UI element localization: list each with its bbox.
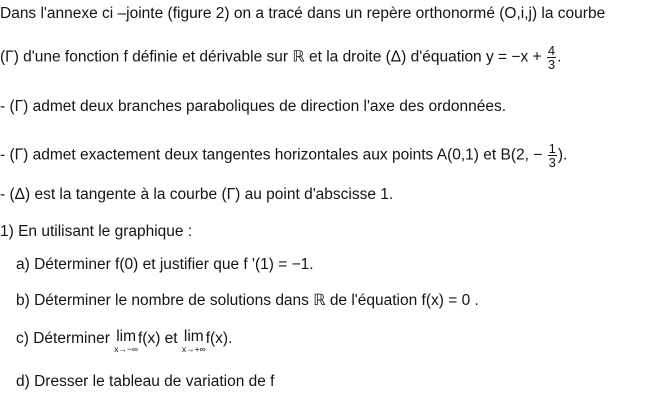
- fact-1-text: - (Γ) admet deux branches paraboliques de direction l'axe des ordonnées.: [0, 98, 507, 115]
- lim-word: lim: [116, 328, 136, 345]
- fact-3: [0, 185, 393, 205]
- question-c-mid: et: [160, 330, 182, 347]
- fraction-numerator: 4: [547, 43, 556, 58]
- fact-2-end: ).: [557, 146, 568, 164]
- question-b-text: b) Déterminer le nombre de solutions dans ℝ de l'équation f(x) = 0 .: [16, 292, 479, 309]
- question-c: [16, 329, 232, 354]
- limit-expr-2: f(x): [205, 330, 229, 347]
- limit-plus-infinity: [182, 329, 206, 354]
- limit-expr-1: f(x): [137, 330, 161, 347]
- fraction-1-3: [548, 142, 557, 169]
- limit-minus-infinity: [114, 329, 138, 354]
- question-title-text: 1) En utilisant le graphique :: [0, 223, 193, 240]
- fact-1: [0, 97, 506, 117]
- lim-subscript: x→+∞: [181, 344, 206, 354]
- fraction-4-3: [547, 44, 556, 71]
- question-c-text: c) Déterminer: [16, 330, 110, 347]
- fact-2: [0, 142, 567, 169]
- intro-text-2: (Γ) d'une fonction f définie et dérivable sur ℝ et la droite (Δ) d'équation y = −x +: [0, 48, 542, 66]
- question-a: [16, 255, 314, 275]
- fraction-numerator: 1: [548, 141, 556, 156]
- intro-end: .: [557, 48, 562, 66]
- lim-subscript: x→−∞: [114, 344, 138, 354]
- question-d-text: d) Dresser le tableau de variation de f: [16, 373, 275, 390]
- fraction-denominator: 3: [547, 57, 556, 72]
- intro-line-2: [0, 44, 561, 71]
- fraction-denominator: 3: [548, 155, 556, 170]
- intro-text-1: Dans l'annexe ci –jointe (figure 2) on a tracé dans un repère orthonormé (O,i,j) la courbe: [0, 5, 606, 22]
- question-title: [0, 222, 192, 242]
- question-a-text: a) Déterminer f(0) et justifier que f '(1) = −1.: [16, 256, 314, 273]
- lim-word: lim: [183, 328, 204, 345]
- fact-2-text: - (Γ) admet exactement deux tangentes horizontales aux points A(0,1) et B(2, −: [0, 146, 543, 164]
- intro-line-1: [0, 4, 605, 24]
- question-b: [16, 291, 479, 311]
- question-d: [16, 372, 274, 392]
- question-c-end: .: [228, 330, 233, 347]
- fact-3-text: - (Δ) est la tangente à la courbe (Γ) au point d'abscisse 1.: [0, 186, 394, 203]
